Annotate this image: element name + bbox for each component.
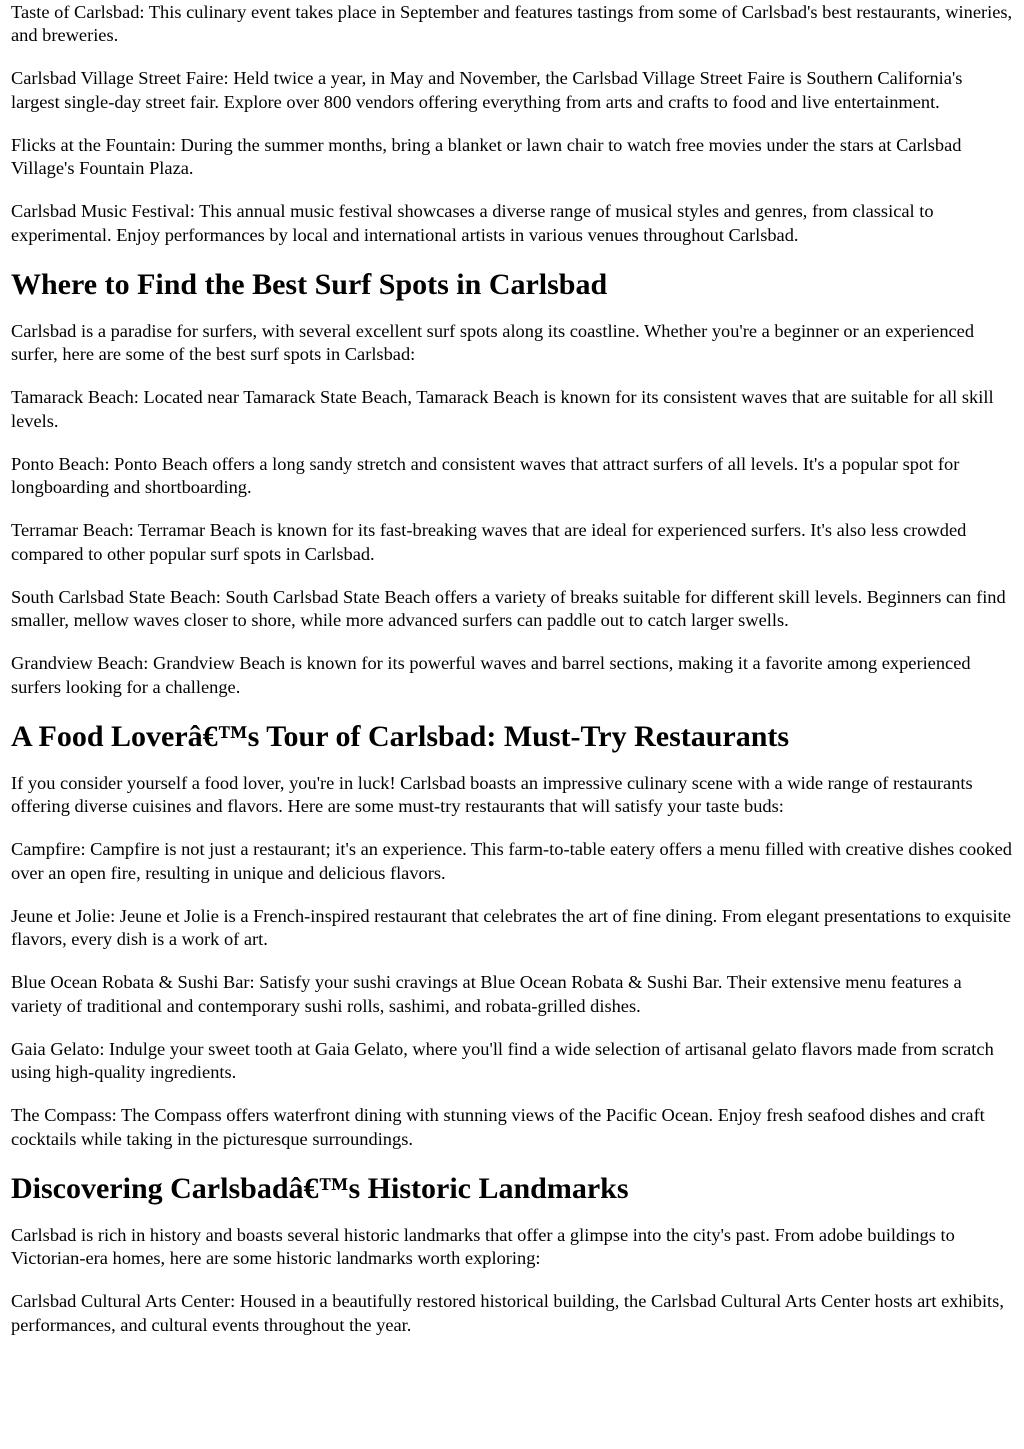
heading-historic-landmarks: Discovering Carlsbadâ€™s Historic Landmarks	[11, 1171, 629, 1205]
paragraph-food-intro: If you consider yourself a food lover, you're in luck! Carlsbad boasts an impressive culinary scene with a wide range of restaurants offering diverse cuisines and flavors. Here are some must-try restaurants that will satisfy your taste buds:	[11, 772, 973, 817]
heading-surf-spots: Where to Find the Best Surf Spots in Carlsbad	[11, 267, 608, 301]
paragraph-surf-intro: Carlsbad is a paradise for surfers, with several excellent surf spots along its coastline. Whether you're a beginner or an experienced surfer, here are some of the best surf spots in Carlsbad:	[11, 320, 975, 365]
paragraph-cultural-arts-center: Carlsbad Cultural Arts Center: Housed in a beautifully restored historical building, the Carlsbad Cultural Arts Center hosts art exhibits, performances, and cultural events throughout the year.	[11, 1291, 1004, 1335]
paragraph-landmarks-intro: Carlsbad is rich in history and boasts several historic landmarks that offer a glimpse into the city's past. From adobe buildings to Victorian-era homes, here are some historic landmarks worth exploring:	[11, 1224, 955, 1269]
paragraph-the-compass: The Compass: The Compass offers waterfront dining with stunning views of the Pacific Ocean. Enjoy fresh seafood dishes and craft cocktails while taking in the picturesque surroundings.	[11, 1105, 985, 1149]
paragraph-street-faire: Carlsbad Village Street Faire: Held twice a year, in May and November, the Carlsbad Village Street Faire is Southern California's largest single-day street fair. Explore over 800 vendors offering everything from arts and crafts to food and live entertainment.	[11, 68, 963, 112]
paragraph-grandview-beach: Grandview Beach: Grandview Beach is known for its powerful waves and barrel sections, making it a favorite among experienced surfers looking for a challenge.	[11, 653, 971, 697]
paragraph-flicks-at-fountain: Flicks at the Fountain: During the summer months, bring a blanket or lawn chair to watch free movies under the stars at Carlsbad Village's Fountain Plaza.	[11, 134, 962, 179]
heading-food-tour: A Food Loverâ€™s Tour of Carlsbad: Must-Try Restaurants	[11, 719, 790, 753]
paragraph-ponto-beach: Ponto Beach: Ponto Beach offers a long sandy stretch and consistent waves that attract surfers of all levels. It's a popular spot for longboarding and shortboarding.	[11, 453, 960, 498]
paragraph-music-festival: Carlsbad Music Festival: This annual music festival showcases a diverse range of musical styles and genres, from classical to experimental. Enjoy performances by local and international artists in various venues throughout Carlsbad.	[11, 201, 934, 245]
paragraph-jeune-et-jolie: Jeune et Jolie: Jeune et Jolie is a French-inspired restaurant that celebrates the art of fine dining. From elegant presentations to exquisite flavors, every dish is a work of art.	[11, 905, 1011, 950]
paragraph-gaia-gelato: Gaia Gelato: Indulge your sweet tooth at Gaia Gelato, where you'll find a wide selection of artisanal gelato flavors made from scratch using high-quality ingredients.	[11, 1038, 994, 1083]
paragraph-taste-of-carlsbad: Taste of Carlsbad: This culinary event takes place in September and features tastings from some of Carlsbad's best restaurants, wineries, and breweries.	[11, 2, 1013, 46]
article-body	[0, 1, 1024, 1337]
paragraph-south-carlsbad-state-beach: South Carlsbad State Beach: South Carlsbad State Beach offers a variety of breaks suitable for different skill levels. Beginners can find smaller, mellow waves closer to shore, while more advanced surfers can paddle out to catch larger swells.	[11, 586, 1006, 631]
paragraph-blue-ocean: Blue Ocean Robata & Sushi Bar: Satisfy your sushi cravings at Blue Ocean Robata & Sushi Bar. Their extensive menu features a variety of traditional and contemporary sushi rolls, sashimi, and robata-grilled dishes.	[11, 972, 962, 1016]
paragraph-campfire: Campfire: Campfire is not just a restaurant; it's an experience. This farm-to-table eatery offers a menu filled with creative dishes cooked over an open fire, resulting in unique and delicious flavors.	[11, 839, 1012, 883]
paragraph-terramar-beach: Terramar Beach: Terramar Beach is known for its fast-breaking waves that are ideal for experienced surfers. It's also less crowded compared to other popular surf spots in Carlsbad.	[11, 520, 967, 564]
paragraph-tamarack-beach: Tamarack Beach: Located near Tamarack State Beach, Tamarack Beach is known for its consistent waves that are suitable for all skill levels.	[11, 387, 994, 431]
